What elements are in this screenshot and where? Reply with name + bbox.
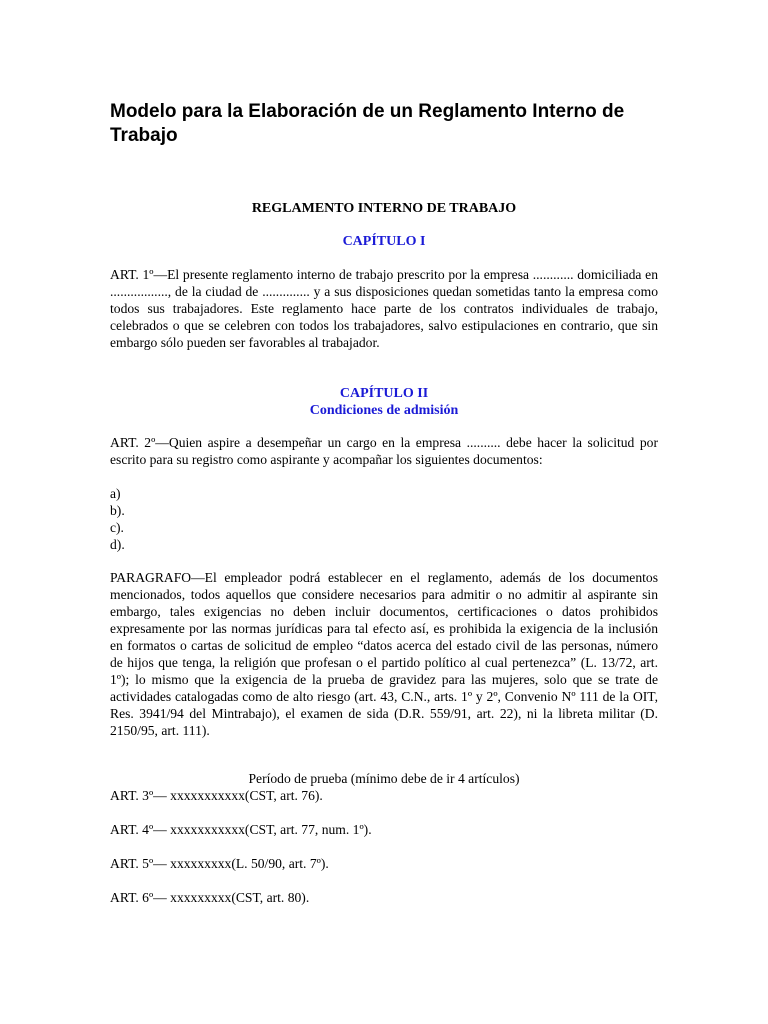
document-title: Modelo para la Elaboración de un Reglamento Interno de Trabajo bbox=[110, 101, 625, 146]
main-heading: REGLAMENTO INTERNO DE TRABAJO bbox=[251, 201, 517, 216]
article-3-text: ART. 3º— xxxxxxxxxxx(CST, art. 76). bbox=[110, 788, 323, 803]
article-4-text: ART. 4º— xxxxxxxxxxx(CST, art. 77, num. 1º). bbox=[110, 822, 372, 837]
list-item: c). bbox=[110, 520, 124, 535]
paragrafo-text: PARAGRAFO—El empleador podrá establecer en el reglamento, además de los documentos mencionados, todos aquellos que considere necesarios para admitir o no admitir al aspirante sin embargo, tales exigencias no deben incluir documentos, certificaciones o datos prohibidos expresamente por las normas jurídicas para tal efecto así, es prohibida la exigencia de la inclusión en formatos o cartas de solicitud de empleo “datos acerca del estado civil de las personas, número de hijos que tenga, la religión que profesan o el partido político al cual pertenezca” (L. 13/72, art. 1º); lo mismo que la exigencia de la prueba de gravidez para las mujeres, solo que se trate de actividades catalogadas como de alto riesgo (art. 43, C.N., arts. 1º y 2º, Convenio Nº 111 de la OIT, Res. 3941/94 del Mintrabajo), el examen de sida (D.R. 559/91, art. 22), ni la libreta militar (D. 2150/95, art. 111). bbox=[110, 570, 658, 738]
list-item: d). bbox=[110, 537, 125, 552]
list-item: a) bbox=[110, 486, 121, 501]
article-2-text: ART. 2º—Quien aspire a desempeñar un cargo en la empresa .......... debe hacer la solicitud por escrito para su registro como aspirante y acompañar los siguientes documentos: bbox=[110, 435, 658, 467]
chapter-2-heading: CAPÍTULO II bbox=[339, 386, 429, 401]
article-1-text: ART. 1º—El presente reglamento interno de trabajo prescrito por la empresa ............ domiciliada en ................., de la ciudad de .............. y a sus disposiciones quedan sometidas tanto la empresa como todos sus trabajadores. Este reglamento hace parte de los contratos individuales de trabajo, celebrados o que se celebren con todos los trabajadores, salvo estipulaciones en contrario, que sin embargo sólo pueden ser favorables al trabajador. bbox=[110, 267, 658, 350]
article-6-text: ART. 6º— xxxxxxxxx(CST, art. 80). bbox=[110, 890, 310, 905]
chapter-1-heading: CAPÍTULO I bbox=[342, 234, 426, 249]
list-item: b). bbox=[110, 503, 125, 518]
periodo-heading: Período de prueba (mínimo debe de ir 4 artículos) bbox=[248, 771, 520, 786]
article-5-text: ART. 5º— xxxxxxxxx(L. 50/90, art. 7º). bbox=[110, 856, 329, 871]
chapter-2-subheading: Condiciones de admisión bbox=[309, 403, 459, 418]
